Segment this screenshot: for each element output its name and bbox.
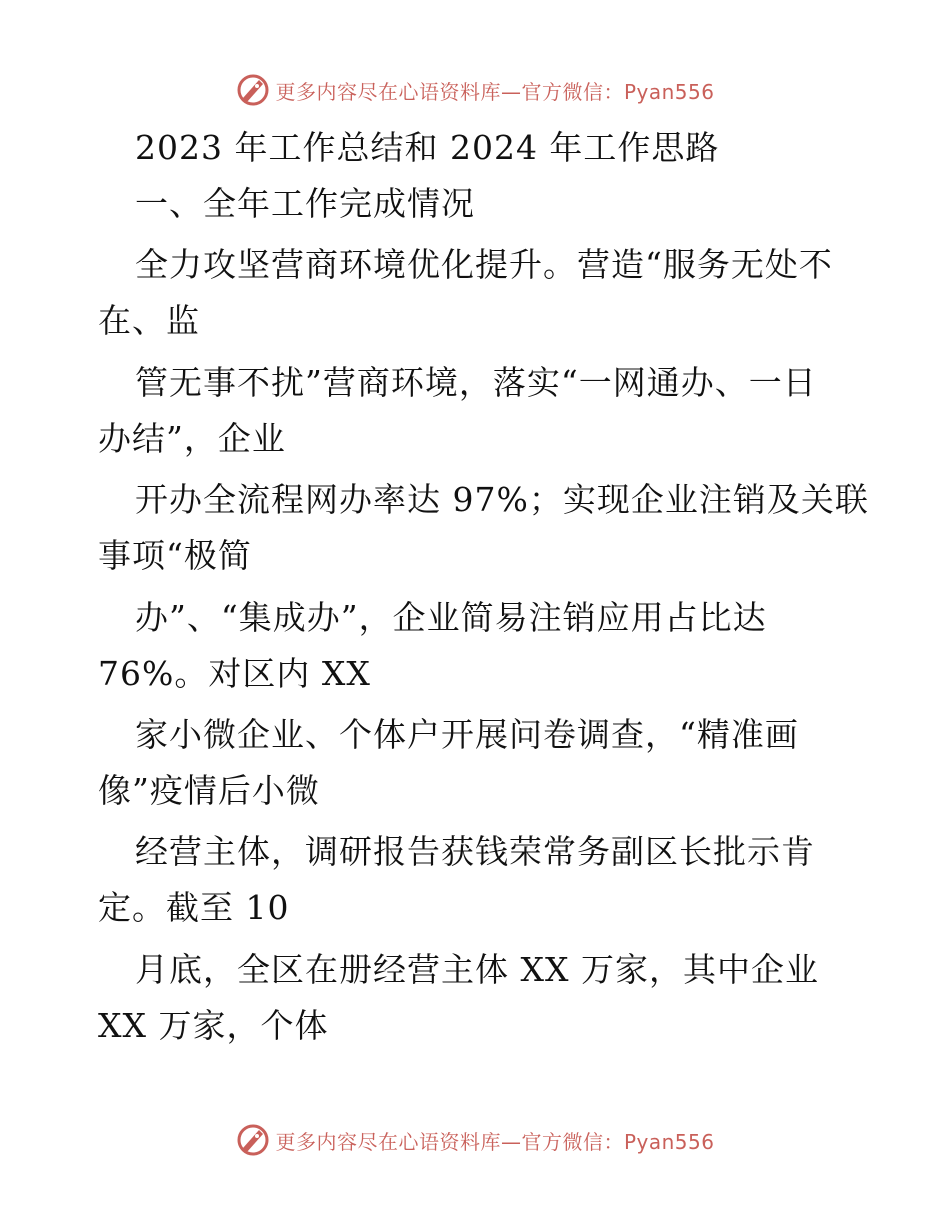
watermark-text: 更多内容尽在心语资料库—官方微信：Pyan556 bbox=[275, 79, 715, 104]
paragraph-line: 经营主体，调研报告获钱荣常务副区长批示肯 bbox=[135, 832, 815, 871]
pen-nib-logo-icon bbox=[235, 72, 271, 108]
paragraph-line: 月底，全区在册经营主体 XX 万家，其中企业 bbox=[135, 950, 819, 989]
paragraph-line: 定。截至 10 bbox=[98, 888, 290, 927]
paragraph-line: 办结”，企业 bbox=[98, 419, 286, 458]
pen-nib-logo-icon bbox=[235, 1122, 271, 1158]
header-watermark bbox=[0, 70, 950, 110]
watermark-text: 更多内容尽在心语资料库—官方微信：Pyan556 bbox=[275, 1129, 715, 1154]
paragraph-line: 76%。对区内 XX bbox=[98, 654, 371, 693]
paragraph-line: 办”、“集成办”，企业简易注销应用占比达 bbox=[135, 598, 767, 637]
paragraph-line: 管无事不扰”营商环境，落实“一网通办、一日 bbox=[135, 363, 817, 402]
paragraph-line: 在、监 bbox=[98, 301, 200, 340]
paragraph-line: 全力攻坚营商环境优化提升。营造“服务无处不 bbox=[135, 245, 833, 284]
section-heading: 一、全年工作完成情况 bbox=[135, 184, 475, 223]
paragraph-line: 家小微企业、个体户开展问卷调查，“精准画 bbox=[135, 715, 799, 754]
paragraph-line: 像”疫情后小微 bbox=[98, 771, 320, 810]
paragraph-line: 开办全流程网办率达 97%；实现企业注销及关联 bbox=[135, 480, 869, 519]
document-title: 2023 年工作总结和 2024 年工作思路 bbox=[135, 128, 720, 167]
paragraph-line: 事项“极简 bbox=[98, 536, 252, 575]
paragraph-line: XX 万家，个体 bbox=[98, 1006, 329, 1045]
footer-watermark bbox=[0, 1120, 950, 1160]
